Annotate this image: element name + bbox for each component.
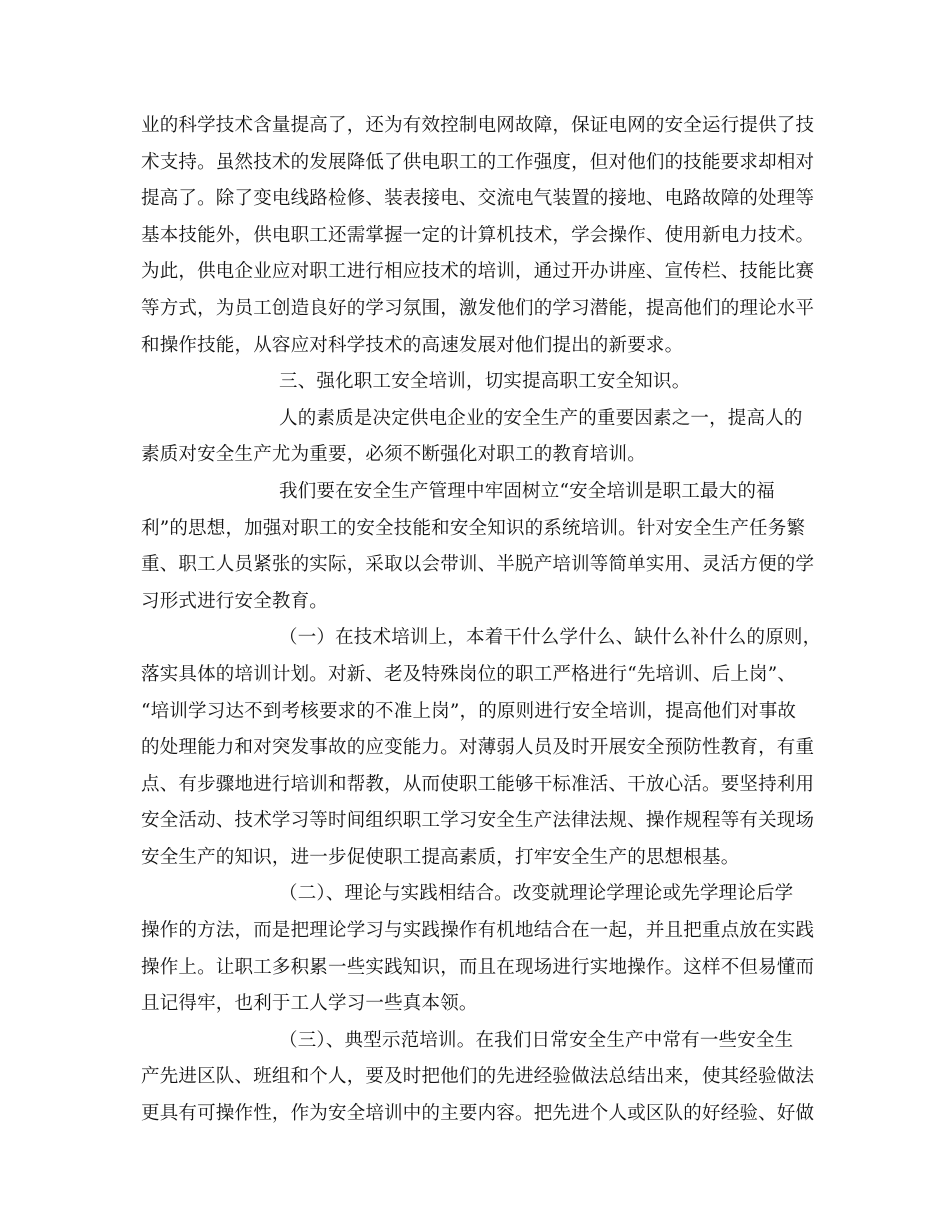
- section-heading: 三、强化职工安全培训，切实提高职工安全知识。: [279, 371, 691, 393]
- body-line: 且记得牢，也利于工人学习一些真本领。: [141, 993, 478, 1015]
- body-line: 利”的思想，加强对职工的安全技能和安全知识的系统培训。针对安全生产任务繁: [141, 517, 806, 539]
- body-line: 等方式，为员工创造良好的学习氛围，激发他们的学习潜能，提高他们的理论水平: [141, 297, 815, 319]
- document-body: [141, 108, 822, 1133]
- body-line: 点、有步骤地进行培训和帮教，从而使职工能够干标准活、干放心活。要坚持利用: [141, 773, 815, 795]
- body-line: 业的科学技术含量提高了，还为有效控制电网故障，保证电网的安全运行提供了技: [141, 115, 815, 136]
- body-line: 提高了。除了变电线路检修、装表接电、交流电气装置的接地、电路故障的处理等: [141, 188, 815, 210]
- body-line: 操作上。让职工多积累一些实践知识，而且在现场进行实地操作。这样不但易懂而: [141, 956, 815, 978]
- paragraph-text: 我们要在安全生产管理中牢固树立“安全培训是职工最大的福: [279, 480, 775, 502]
- body-line: 更具有可操作性，作为安全培训中的主要内容。把先进个人或区队的好经验、好做: [141, 1103, 815, 1125]
- paragraph-text: 人的素质是决定供电企业的安全生产的重要因素之一，提高人的: [279, 407, 803, 429]
- subsection-first-line: [141, 876, 811, 913]
- subsection-first-line: [141, 1023, 811, 1060]
- body-line: 安全生产的知识，进一步促使职工提高素质，打牢安全生产的思想根基。: [141, 846, 740, 868]
- subsection-text: （二）、理论与实践相结合。改变就理论学理论或先学理论后学: [279, 883, 794, 905]
- body-line: 为此，供电企业应对职工进行相应技术的培训，通过开办讲座、宣传栏、技能比赛: [141, 261, 815, 283]
- body-line: 的处理能力和对突发事故的应变能力。对薄弱人员及时开展安全预防性教育，有重: [141, 737, 815, 759]
- body-line: 重、职工人员紧张的实际，采取以会带训、半脱产培训等简单实用、灵活方便的学: [141, 554, 815, 576]
- body-line: 基本技能外，供电职工还需掌握一定的计算机技术，学会操作、使用新电力技术。: [141, 224, 815, 246]
- subsection-text: （一）在技术培训上，本着干什么学什么、缺什么补什么的原则，: [279, 627, 822, 649]
- body-line: 习形式进行安全教育。: [141, 590, 329, 612]
- paragraph-first-line: [141, 474, 811, 511]
- body-line: 素质对安全生产尤为重要，必须不断强化对职工的教育培训。: [141, 444, 646, 466]
- section-heading-line: [141, 364, 811, 401]
- body-line: 术支持。虽然技术的发展降低了供电职工的工作强度，但对他们的技能要求却相对: [141, 151, 815, 173]
- body-line: 落实具体的培训计划。对新、老及特殊岗位的职工严格进行“先培训、后上岗”、: [141, 663, 797, 685]
- body-line: 安全活动、技术学习等时间组织职工学习安全生产法律法规、操作规程等有关现场: [141, 810, 815, 832]
- body-line: “培训学习达不到考核要求的不准上岗”，的原则进行安全培训，提高他们对事故: [141, 700, 797, 722]
- body-line: 产先进区队、班组和个人，要及时把他们的先进经验做法总结出来，使其经验做法: [141, 1066, 815, 1088]
- subsection-text: （三）、典型示范培训。在我们日常安全生产中常有一些安全生: [279, 1029, 794, 1051]
- subsection-first-line: [141, 620, 822, 657]
- body-line: 操作的方法，而是把理论学习与实践操作有机地结合在一起，并且把重点放在实践: [141, 920, 815, 942]
- paragraph-first-line: [141, 401, 811, 438]
- body-line: 和操作技能，从容应对科学技术的高速发展对他们提出的新要求。: [141, 334, 684, 356]
